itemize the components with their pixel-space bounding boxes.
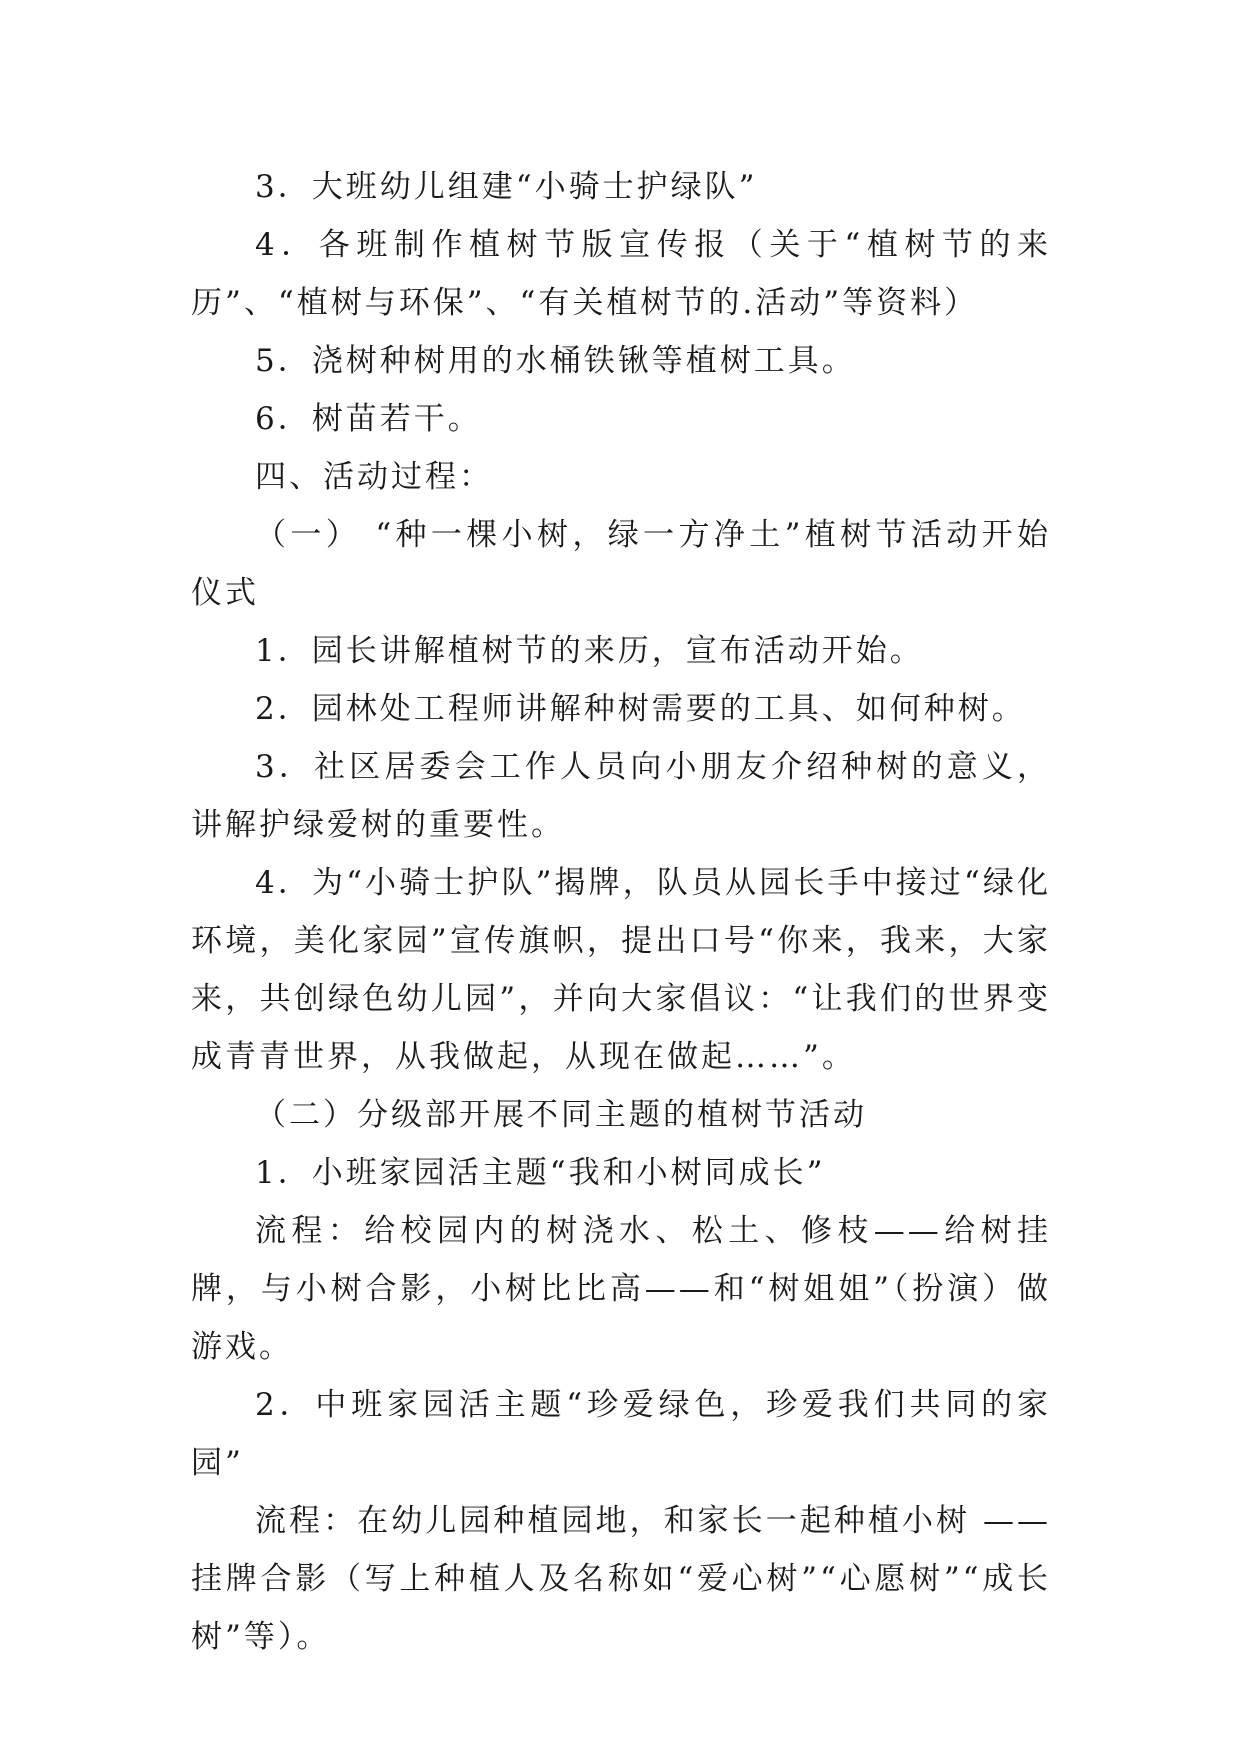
paragraph-prep-3: 3．大班幼儿组建“小骑士护绿队” (255, 169, 758, 205)
paragraph-opening-2: 2．园林处工程师讲解种树需要的工具、如何种树。 (255, 691, 1026, 727)
paragraph-prep-4: 4．各班制作植树节版宣传报（关于“植树节的来历”、“植树与环保”、“有关植树节的.活动”等资料） (191, 227, 1051, 321)
section-heading-process: 四、活动过程： (255, 459, 493, 495)
paragraph-opening-3: 3．社区居委会工作人员向小朋友介绍种树的意义，讲解护绿爱树的重要性。 (191, 749, 1051, 843)
paragraph-small-class-process: 流程：给校园内的树浇水、松土、修枝——给树挂牌，与小树合影，小树比比高——和“树姐姐”（扮演）做游戏。 (191, 1213, 1051, 1365)
paragraph-middle-class-process: 流程：在幼儿园种植园地，和家长一起种植小树 ——挂牌合影（写上种植人及名称如“爱心树”“心愿树”“成长树”等）。 (191, 1503, 1051, 1655)
paragraph-middle-class-theme: 2．中班家园活主题“珍爱绿色，珍爱我们共同的家园” (191, 1387, 1051, 1481)
paragraph-prep-5: 5．浇树种树用的水桶铁锹等植树工具。 (255, 343, 856, 379)
paragraph-prep-6: 6．树苗若干。 (255, 401, 482, 437)
subsection-heading-opening: （一） “种一棵小树，绿一方净土”植树节活动开始仪式 (191, 517, 1051, 611)
paragraph-small-class-theme: 1．小班家园活主题“我和小树同成长” (255, 1155, 826, 1191)
subsection-heading-grades: （二）分级部开展不同主题的植树节活动 (255, 1097, 867, 1133)
paragraph-opening-1: 1．园长讲解植树节的来历，宣布活动开始。 (255, 633, 924, 669)
paragraph-opening-4: 4．为“小骑士护队”揭牌，队员从园长手中接过“绿化环境，美化家园”宣传旗帜，提出口号“你来，我来，大家来，共创绿色幼儿园”，并向大家倡议：“让我们的世界变成青青世界，从我做起，从现在做起……”。 (191, 865, 1051, 1075)
document-body (191, 158, 1051, 1666)
